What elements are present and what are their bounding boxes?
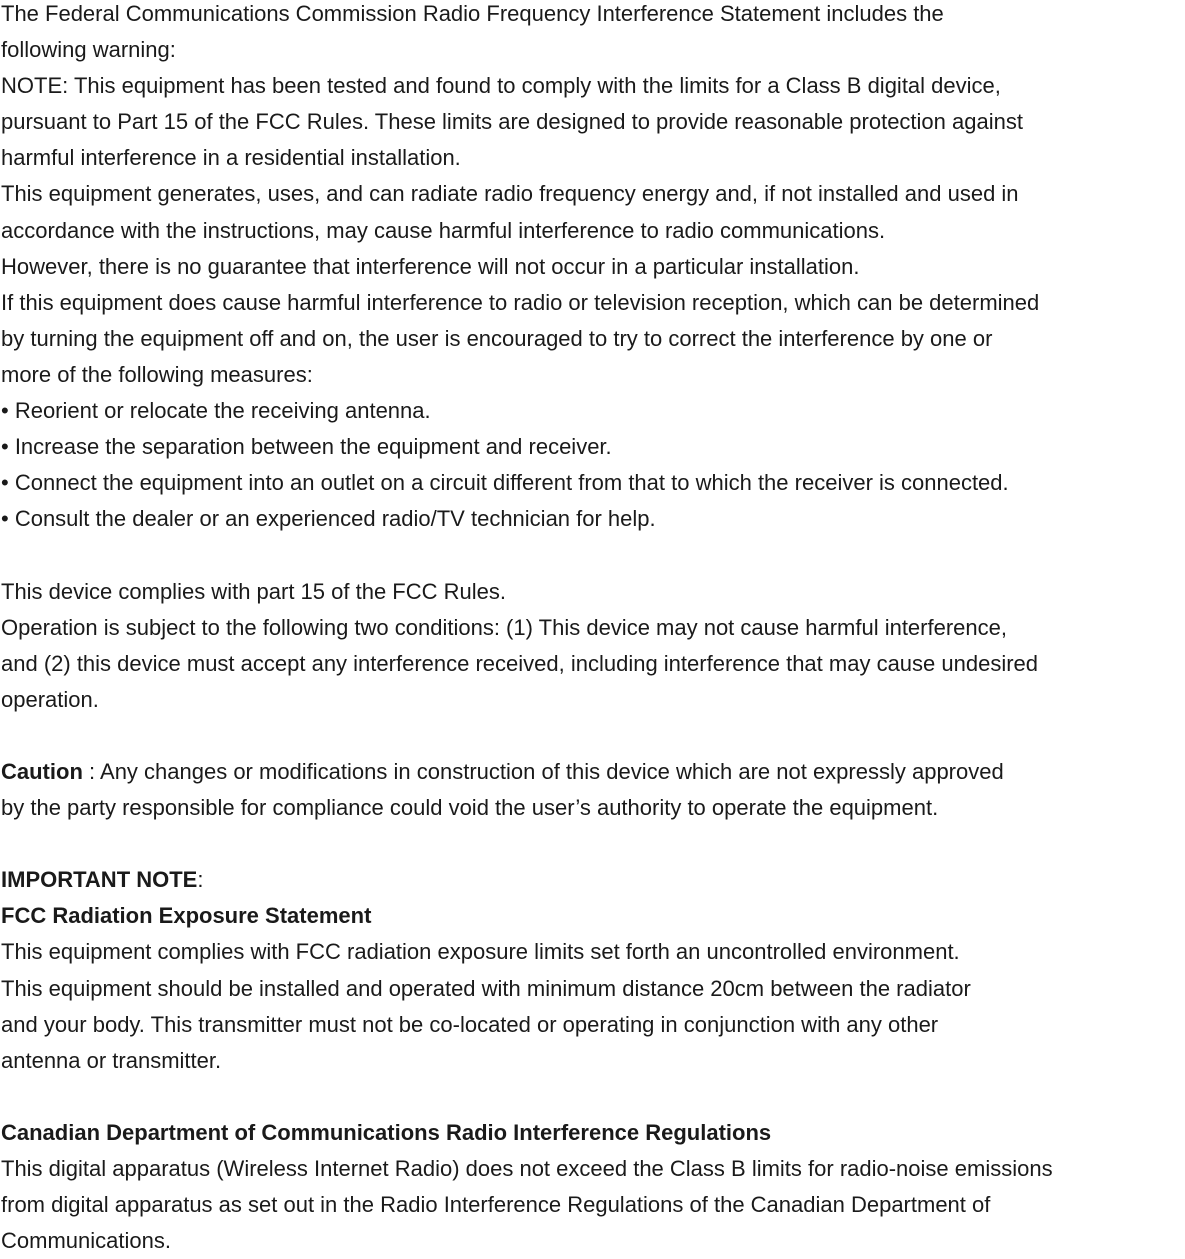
bold-heading: IMPORTANT NOTE (1, 867, 198, 893)
text-line (1, 393, 1185, 429)
line-text: by turning the equipment off and on, the user is encouraged to try to correct the interference by one or (1, 325, 993, 351)
text-line (1, 249, 1185, 285)
line-text: • Reorient or relocate the receiving antenna. (1, 398, 431, 424)
line-text: This equipment generates, uses, and can radiate radio frequency energy and, if not installed and used in (1, 181, 1019, 207)
bold-heading: FCC Radiation Exposure Statement (1, 903, 372, 929)
line-text: Communications. (1, 1228, 171, 1254)
line-text: operation. (1, 686, 99, 712)
line-text: accordance with the instructions, may cause harmful interference to radio communications. (1, 217, 886, 243)
line-text: : Any changes or modifications in construction of this device which are not expressly approved (82, 758, 1004, 784)
text-line (1, 1151, 1185, 1187)
paragraph-spacer (1, 718, 1185, 754)
line-text: pursuant to Part 15 of the FCC Rules. These limits are designed to provide reasonable protection against (1, 109, 1023, 135)
text-line (1, 213, 1185, 249)
line-text: Operation is subject to the following two conditions: (1) This device may not cause harmful interference, (1, 614, 1007, 640)
text-line (1, 1223, 1185, 1259)
text-line (1, 1187, 1185, 1223)
line-text: harmful interference in a residential installation. (1, 145, 461, 171)
text-line (1, 610, 1185, 646)
paragraph-spacer (1, 826, 1185, 862)
text-line (1, 646, 1185, 682)
text-line (1, 682, 1185, 718)
text-line (1, 465, 1185, 501)
text-line (1, 0, 1185, 32)
text-line (1, 971, 1185, 1007)
line-text: This equipment should be installed and operated with minimum distance 20cm between the radiator (1, 975, 971, 1001)
text-line (1, 754, 1185, 790)
text-line (1, 140, 1185, 176)
line-text: • Increase the separation between the equipment and receiver. (1, 434, 612, 460)
text-line (1, 68, 1185, 104)
text-line (1, 790, 1185, 826)
line-text: However, there is no guarantee that interference will not occur in a particular installation. (1, 253, 860, 279)
bold-heading: Canadian Department of Communications Radio Interference Regulations (1, 1119, 772, 1145)
text-line (1, 501, 1185, 537)
line-text: • Connect the equipment into an outlet on a circuit different from that to which the receiver is connected. (1, 470, 1009, 496)
line-text: This digital apparatus (Wireless Internet Radio) does not exceed the Class B limits for radio-noise emissions (1, 1156, 1053, 1181)
text-line (1, 934, 1185, 970)
line-text: The Federal Communications Commission Radio Frequency Interference Statement includes the (1, 1, 944, 26)
line-text: If this equipment does cause harmful interference to radio or television reception, which can be determined (1, 289, 1040, 315)
line-text: more of the following measures: (1, 361, 313, 387)
text-line (1, 285, 1185, 321)
text-line (1, 357, 1185, 393)
line-text: and (2) this device must accept any interference received, including interference that may cause undesired (1, 650, 1039, 676)
text-line (1, 1043, 1185, 1079)
text-line (1, 32, 1185, 68)
text-line (1, 104, 1185, 140)
text-line (1, 429, 1185, 465)
line-text: and your body. This transmitter must not be co-located or operating in conjunction with any other (1, 1011, 939, 1037)
regulatory-statement-document (1, 0, 1185, 1259)
line-text: by the party responsible for compliance could void the user’s authority to operate the equipment. (1, 795, 939, 821)
paragraph-spacer (1, 1079, 1185, 1115)
line-text: This equipment complies with FCC radiation exposure limits set forth an uncontrolled environment. (1, 939, 960, 965)
line-text: antenna or transmitter. (1, 1047, 222, 1073)
text-line (1, 321, 1185, 357)
line-text: : (197, 867, 204, 893)
text-line (1, 574, 1185, 610)
text-line (1, 1007, 1185, 1043)
text-line (1, 176, 1185, 212)
line-text: following warning: (1, 37, 176, 63)
text-line (1, 862, 1185, 898)
line-text: This device complies with part 15 of the FCC Rules. (1, 578, 506, 604)
paragraph-spacer (1, 537, 1185, 573)
bold-heading: Caution (1, 758, 83, 784)
line-text: • Consult the dealer or an experienced radio/TV technician for help. (1, 506, 656, 532)
line-text: NOTE: This equipment has been tested and found to comply with the limits for a Class B digital device, (1, 73, 1001, 99)
line-text: from digital apparatus as set out in the Radio Interference Regulations of the Canadian Department of (1, 1192, 991, 1218)
text-line (1, 1115, 1185, 1151)
text-line (1, 898, 1185, 934)
